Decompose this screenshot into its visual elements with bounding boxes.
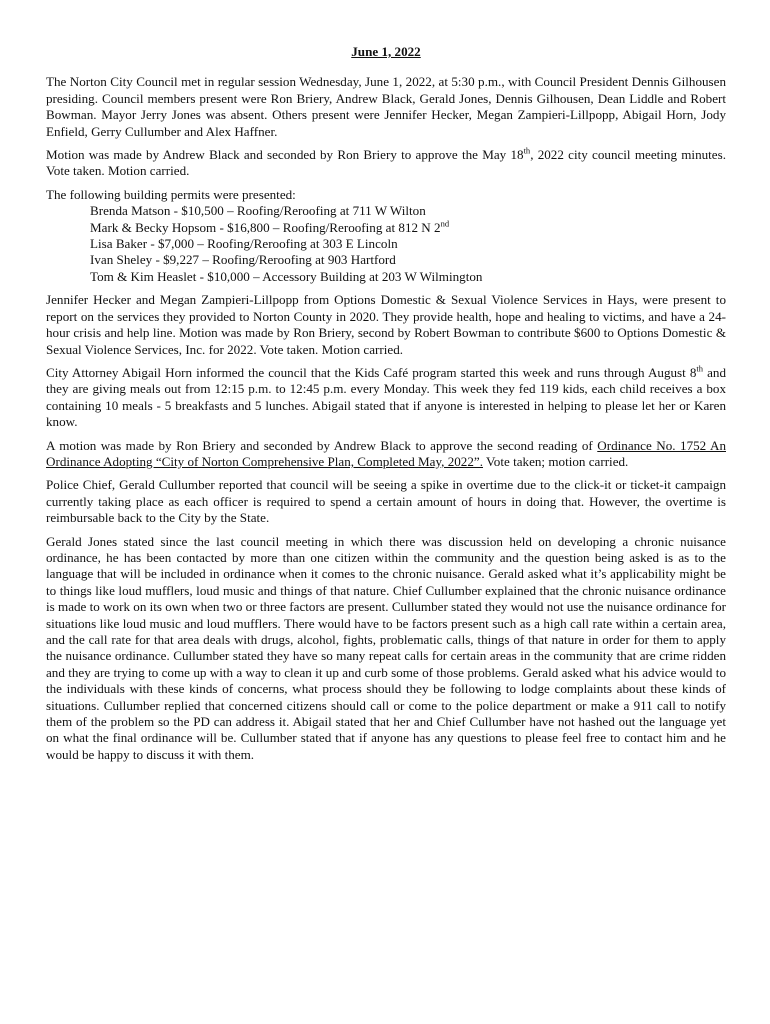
ordinance-text-b: Vote taken; motion carried.: [483, 453, 629, 469]
permit-item: [90, 220, 726, 236]
ordinal-suffix: nd: [440, 218, 450, 229]
police-overtime-paragraph: Police Chief, Gerald Cullumber reported that council will be seeing a spike in overtime due to the click-it or ticket-it campaign currently taking place as each officer is required to spend a certain amount of hours in doing that. However, the overtime is reimbursable back to the City by the State.: [46, 477, 726, 526]
permit-item: Tom & Kim Heaslet - $10,000 – Accessory Building at 203 W Wilmington: [90, 268, 483, 284]
building-permits-section: [46, 187, 726, 285]
permit-item: Lisa Baker - $7,000 – Roofing/Reroofing at 303 E Lincoln: [90, 236, 398, 252]
permit-item: Brenda Matson - $10,500 – Roofing/Reroofing at 711 W Wilton: [90, 203, 426, 219]
ordinal-suffix: th: [523, 145, 531, 156]
minutes-approval-paragraph: [46, 147, 726, 180]
ordinance-paragraph: [46, 438, 726, 471]
kids-cafe-text-a: City Attorney Abigail Horn informed the council that the Kids Café program started this week and runs through August 8: [46, 364, 697, 380]
attendance-paragraph: The Norton City Council met in regular session Wednesday, June 1, 2022, at 5:30 p.m., with Council President Dennis Gilhousen presiding. Council members present were Ron Briery, Andrew Black, Gerald Jones, Dennis Gilhousen, Dean Liddle and Robert Bowman. Mayor Jerry Jones was absent. Others present were Jennifer Hecker, Megan Zampieri-Lillpopp, Abigail Horn, Jody Enfield, Gerry Cullumber and Alex Haffner.: [46, 74, 726, 139]
kids-cafe-paragraph: [46, 365, 726, 431]
permits-intro: The following building permits were presented:: [46, 186, 296, 202]
ordinance-title: Ordinance No. 1752 An Ordinance Adopting “City of Norton Comprehensive Plan, Completed May, 2022”.: [46, 437, 726, 469]
kids-cafe-text-b: and they are giving meals out from 12:15 p.m. to 12:45 p.m. every Monday. This week they fed 119 kids, each child receives a box containing 10 meals - 5 breakfasts and 5 lunches. Abigail stated that if anyone is interested in helping to please let her or Karen know.: [46, 364, 727, 430]
permit-item-text: Mark & Becky Hopsom - $16,800 – Roofing/Reroofing at 812 N 2: [90, 219, 441, 235]
minutes-approval-text-b: , 2022 city council meeting minutes. Vote taken. Motion carried.: [46, 147, 726, 179]
nuisance-ordinance-paragraph: Gerald Jones stated since the last council meeting in which there was discussion held on developing a chronic nuisance ordinance, he has been contacted by more than one citizen within the community and the question being asked is as to the language that will be included in ordinance when it comes to the chronic nuisance. Gerald asked what it’s applicability might be to things like loud mufflers, loud music and things of that nature. Chief Cullumber explained that the chronic nuisance ordinance is made to work on its own when two or three factors are present. Cullumber stated they would not use the nuisance ordinance for situations like loud music and loud mufflers. There would have to be factors present such as a high call rate within a certain area, and the call rate for that area deals with drugs, alcohol, fights, problematic calls, things of that nature in order for them to apply the nuisance ordinance. Cullumber stated they have so many repeat calls for certain areas in the community that are crime ridden and they are trying to come up with a way to clean it up and curb some of those problems. Gerald asked what his advice would to the individuals with these kinds of concerns, what process should they be following to lodge complaints about these kinds of situations. Cullumber replied that concerned citizens should call or come to the police department or make a 911 call to notify them of the problem so the PD can address it. Abigail stated that her and Chief Cullumber have not hashed out the language yet on what the final ordinance will be. Cullumber stated that if anyone has any questions to please feel free to contact him and he would be happy to discuss it with them.: [46, 533, 726, 762]
permit-list: [46, 203, 726, 285]
ordinal-suffix: th: [696, 363, 704, 374]
ordinance-text-a: A motion was made by Ron Briery and seconded by Andrew Black to approve the second reading of: [46, 437, 598, 453]
permit-item: Ivan Sheley - $9,227 – Roofing/Reroofing at 903 Hartford: [90, 252, 396, 268]
options-services-paragraph: Jennifer Hecker and Megan Zampieri-Lillpopp from Options Domestic & Sexual Violence Services in Hays, were present to report on the services they provided to Norton County in 2020. They provide health, hope and healing to victims, and have a 24-hour crisis and help line. Motion was made by Ron Briery, second by Robert Bowman to contribute $600 to Options Domestic & Sexual Violence Services, Inc. for 2022. Vote taken. Motion carried.: [46, 292, 726, 357]
meeting-date-heading: June 1, 2022: [351, 44, 421, 59]
minutes-approval-text-a: Motion was made by Andrew Black and seconded by Ron Briery to approve the May 18: [46, 147, 524, 163]
